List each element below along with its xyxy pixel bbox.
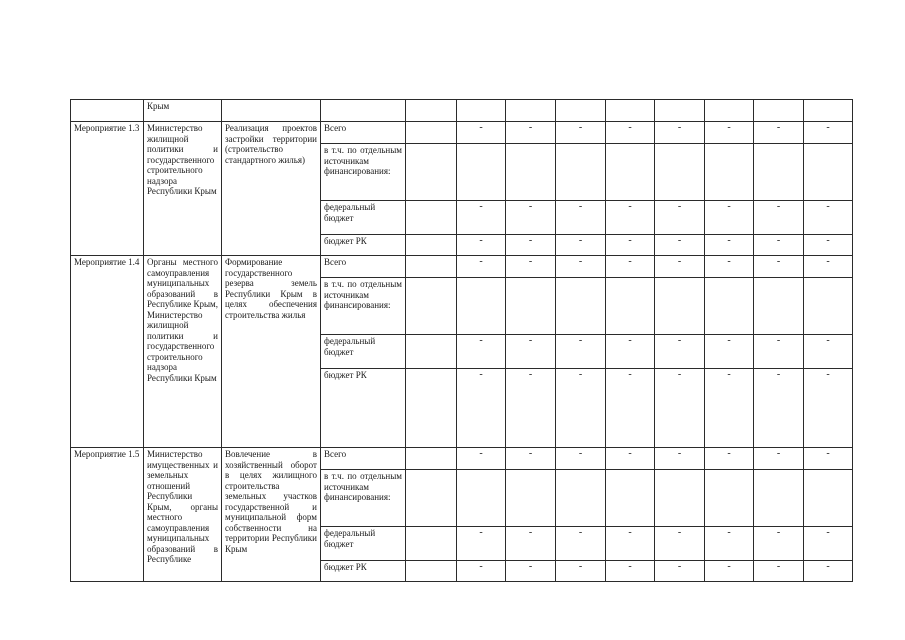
value-cell: - — [556, 335, 606, 369]
value-cell: - — [506, 235, 556, 256]
value-cell: - — [705, 201, 754, 235]
value-cell: - — [606, 448, 655, 470]
value-cell: - — [457, 561, 506, 582]
value-cell: - — [655, 122, 705, 144]
executor-name: Министерство имущественных и земельных отношений Республики Крым, органы местного самоуправления муниципальных образований в Республике — [144, 448, 222, 582]
funding-source-label: Всего — [321, 448, 406, 470]
value-cell: - — [754, 335, 804, 369]
total-cell — [406, 335, 457, 369]
value-cell — [655, 470, 705, 527]
value-cell: - — [804, 369, 853, 448]
continuation-value-cell — [606, 100, 655, 122]
funding-source-label: федеральный бюджет — [321, 527, 406, 561]
value-cell: - — [754, 122, 804, 144]
continuation-description-cell — [222, 100, 321, 122]
total-cell — [406, 201, 457, 235]
value-cell — [556, 278, 606, 335]
continuation-source-cell — [321, 100, 406, 122]
value-cell: - — [457, 235, 506, 256]
value-cell: - — [606, 201, 655, 235]
value-cell — [705, 144, 754, 201]
value-cell: - — [804, 561, 853, 582]
continuation-value-cell — [556, 100, 606, 122]
activity-description: Реализация проектов застройки территории (строительство стандартного жилья) — [222, 122, 321, 256]
value-cell: - — [655, 369, 705, 448]
value-cell: - — [705, 448, 754, 470]
total-cell — [406, 470, 457, 527]
value-cell: - — [804, 527, 853, 561]
value-cell: - — [506, 335, 556, 369]
value-cell: - — [556, 369, 606, 448]
value-cell: - — [754, 256, 804, 278]
value-cell — [705, 470, 754, 527]
value-cell: - — [804, 201, 853, 235]
value-cell: - — [556, 527, 606, 561]
value-cell: - — [556, 122, 606, 144]
funding-source-label: федеральный бюджет — [321, 201, 406, 235]
value-cell: - — [804, 448, 853, 470]
value-cell: - — [754, 201, 804, 235]
value-cell: - — [506, 201, 556, 235]
value-cell — [804, 470, 853, 527]
activity-name: Мероприятие 1.3 — [71, 122, 144, 256]
value-cell — [506, 278, 556, 335]
continuation-executor: Крым — [144, 100, 222, 122]
value-cell: - — [606, 527, 655, 561]
value-cell: - — [804, 335, 853, 369]
value-cell: - — [606, 256, 655, 278]
value-cell: - — [506, 369, 556, 448]
continuation-value-cell — [655, 100, 705, 122]
value-cell: - — [705, 335, 754, 369]
value-cell — [457, 470, 506, 527]
continuation-empty-cell — [406, 100, 457, 122]
value-cell — [754, 470, 804, 527]
total-cell — [406, 122, 457, 144]
value-cell: - — [506, 448, 556, 470]
value-cell — [606, 144, 655, 201]
total-cell — [406, 235, 457, 256]
funding-source-label: бюджет РК — [321, 561, 406, 582]
total-cell — [406, 369, 457, 448]
value-cell — [606, 470, 655, 527]
value-cell: - — [705, 235, 754, 256]
value-cell: - — [655, 335, 705, 369]
total-cell — [406, 278, 457, 335]
value-cell: - — [457, 527, 506, 561]
value-cell: - — [556, 235, 606, 256]
total-cell — [406, 256, 457, 278]
continuation-value-cell — [754, 100, 804, 122]
value-cell: - — [457, 201, 506, 235]
value-cell: - — [804, 256, 853, 278]
value-cell: - — [655, 561, 705, 582]
value-cell: - — [754, 235, 804, 256]
activity-description: Формирование государственного резерва земель Республики Крым в целях обеспечения строительства жилья — [222, 256, 321, 448]
value-cell: - — [705, 561, 754, 582]
value-cell: - — [804, 235, 853, 256]
value-cell: - — [804, 122, 853, 144]
funding-source-label: федеральный бюджет — [321, 335, 406, 369]
value-cell: - — [655, 235, 705, 256]
value-cell: - — [606, 369, 655, 448]
value-cell: - — [655, 527, 705, 561]
table-body — [71, 100, 853, 582]
continuation-activity-cell — [71, 100, 144, 122]
value-cell: - — [457, 448, 506, 470]
value-cell — [705, 278, 754, 335]
value-cell: - — [606, 561, 655, 582]
value-cell — [754, 144, 804, 201]
continuation-value-cell — [457, 100, 506, 122]
continuation-value-cell — [705, 100, 754, 122]
value-cell: - — [655, 256, 705, 278]
continuation-row — [71, 100, 853, 122]
value-cell: - — [556, 561, 606, 582]
value-cell: - — [457, 256, 506, 278]
value-cell: - — [705, 527, 754, 561]
value-cell: - — [754, 369, 804, 448]
funding-source-label: в т.ч. по отдельным источникам финансирования: — [321, 278, 406, 335]
value-cell: - — [754, 561, 804, 582]
value-cell — [804, 278, 853, 335]
value-cell — [457, 144, 506, 201]
value-cell — [655, 278, 705, 335]
value-cell — [556, 470, 606, 527]
value-cell: - — [506, 527, 556, 561]
value-cell: - — [705, 256, 754, 278]
value-cell: - — [655, 201, 705, 235]
executor-name: Министерство жилищной политики и государственного строительного надзора Республики Крым — [144, 122, 222, 256]
executor-name: Органы местного самоуправления муниципальных образований в Республике Крым, Министерство жилищной политики и государственного строительного надзора Республики Крым — [144, 256, 222, 448]
total-cell — [406, 144, 457, 201]
table-row — [71, 122, 853, 144]
value-cell — [655, 144, 705, 201]
activity-description: Вовлечение в хозяйственный оборот в целях жилищного строительства земельных участков государственной и муниципальной форм собственности на территории Республики Крым — [222, 448, 321, 582]
value-cell — [606, 278, 655, 335]
total-cell — [406, 448, 457, 470]
value-cell: - — [506, 256, 556, 278]
funding-source-label: Всего — [321, 256, 406, 278]
value-cell: - — [606, 235, 655, 256]
value-cell — [556, 144, 606, 201]
value-cell: - — [754, 448, 804, 470]
funding-source-label: бюджет РК — [321, 235, 406, 256]
value-cell: - — [655, 448, 705, 470]
value-cell — [804, 144, 853, 201]
value-cell — [754, 278, 804, 335]
value-cell: - — [506, 122, 556, 144]
value-cell — [506, 470, 556, 527]
value-cell: - — [556, 256, 606, 278]
funding-source-label: в т.ч. по отдельным источникам финансирования: — [321, 144, 406, 201]
continuation-value-cell — [804, 100, 853, 122]
funding-source-label: бюджет РК — [321, 369, 406, 448]
total-cell — [406, 527, 457, 561]
value-cell: - — [705, 122, 754, 144]
financing-table — [70, 99, 853, 582]
value-cell — [506, 144, 556, 201]
table-row — [71, 256, 853, 278]
funding-source-label: в т.ч. по отдельным источникам финансирования: — [321, 470, 406, 527]
value-cell: - — [556, 448, 606, 470]
activity-name: Мероприятие 1.4 — [71, 256, 144, 448]
value-cell: - — [606, 335, 655, 369]
continuation-value-cell — [506, 100, 556, 122]
value-cell: - — [457, 369, 506, 448]
funding-source-label: Всего — [321, 122, 406, 144]
value-cell: - — [754, 527, 804, 561]
value-cell: - — [705, 369, 754, 448]
value-cell: - — [556, 201, 606, 235]
activity-name: Мероприятие 1.5 — [71, 448, 144, 582]
value-cell: - — [506, 561, 556, 582]
total-cell — [406, 561, 457, 582]
value-cell — [457, 278, 506, 335]
value-cell: - — [457, 335, 506, 369]
value-cell: - — [606, 122, 655, 144]
table-row — [71, 448, 853, 470]
value-cell: - — [457, 122, 506, 144]
